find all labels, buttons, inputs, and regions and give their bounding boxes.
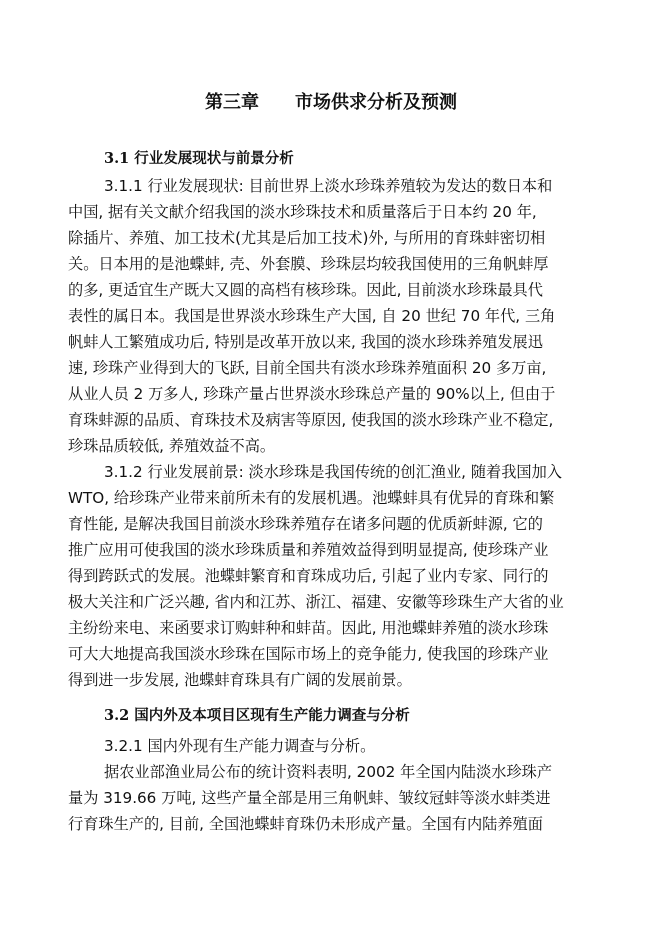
paragraph-line: 据农业部渔业局公布的统计资料表明, 2002 年全国内陆淡水珍珠产	[104, 763, 553, 781]
section-heading-3-1: 3.1 行业发展现状与前景分析	[104, 150, 294, 167]
paragraph-line: 3.1.1 行业发展现状: 目前世界上淡水珍珠养殖较为发达的数日本和	[104, 177, 553, 195]
paragraph-line: 除插片、养殖、加工技术(尤其是后加工技术)外, 与所用的育珠蚌密切相	[68, 229, 546, 247]
paragraph-line: 3.1.2 行业发展前景: 淡水珍珠是我国传统的创汇渔业, 随着我国加入	[104, 463, 562, 481]
paragraph-line: 从业人员 2 万多人, 珍珠产量占世界淡水珍珠总产量的 90%以上, 但由于	[68, 385, 556, 403]
paragraph-line: 速, 珍珠产业得到大的飞跃, 目前全国共有淡水珍珠养殖面积 20 多万亩,	[68, 359, 547, 377]
paragraph-line: 推广应用可使我国的淡水珍珠质量和养殖效益得到明显提高, 使珍珠产业	[68, 541, 549, 559]
paragraph-line: 关。日本用的是池蝶蚌, 壳、外套膜、珍珠层均较我国使用的三角帆蚌厚	[68, 255, 549, 273]
paragraph-line: 中国, 据有关文献介绍我国的淡水珍珠技术和质量落后于日本约 20 年,	[68, 203, 537, 221]
paragraph-line: 育珠蚌源的品质、育珠技术及病害等原因, 使我国的淡水珍珠产业不稳定,	[68, 411, 554, 429]
paragraph-line: 行育珠生产的, 目前, 全国池蝶蚌育珠仍未形成产量。全国有内陆养殖面	[68, 815, 543, 833]
paragraph-line: 可大大地提高我国淡水珍珠在国际市场上的竞争能力, 使我国的珍珠产业	[68, 645, 549, 663]
paragraph-line: 极大关注和广泛兴趣, 省内和江苏、浙江、福建、安徽等珍珠生产大省的业	[68, 593, 564, 611]
paragraph-line: 主纷纷来电、来函要求订购蚌种和蚌苗。因此, 用池蝶蚌养殖的淡水珍珠	[68, 619, 549, 637]
paragraph-line: 量为 319.66 万吨, 这些产量全部是用三角帆蚌、皱纹冠蚌等淡水蚌类进	[68, 789, 551, 807]
paragraph-line: 得到进一步发展, 池蝶蚌育珠具有广阔的发展前景。	[68, 671, 412, 689]
paragraph-line: 的多, 更适宜生产既大又圆的高档有核珍珠。因此, 目前淡水珍珠最具代	[68, 281, 543, 299]
paragraph-line: WTO, 给珍珠产业带来前所未有的发展机遇。池蝶蚌具有优异的育珠和繁	[68, 489, 555, 507]
paragraph-line: 育性能, 是解决我国目前淡水珍珠养殖存在诸多问题的优质新蚌源, 它的	[68, 515, 543, 533]
paragraph-line: 得到跨跃式的发展。池蝶蚌繁育和育珠成功后, 引起了业内专家、同行的	[68, 567, 549, 585]
paragraph-line: 帆蚌人工繁殖成功后, 特别是改革开放以来, 我国的淡水珍珠养殖发展迅	[68, 333, 543, 351]
paragraph-line: 表性的属日本。我国是世界淡水珍珠生产大国, 自 20 世纪 70 年代, 三角	[68, 307, 556, 325]
chapter-title: 第三章 市场供求分析及预测	[205, 92, 457, 113]
section-heading-3-2: 3.2 国内外及本项目区现有生产能力调查与分析	[104, 707, 410, 724]
paragraph-line: 3.2.1 国内外现有生产能力调查与分析。	[104, 737, 376, 755]
paragraph-line: 珍珠品质较低, 养殖效益不高。	[68, 437, 276, 455]
